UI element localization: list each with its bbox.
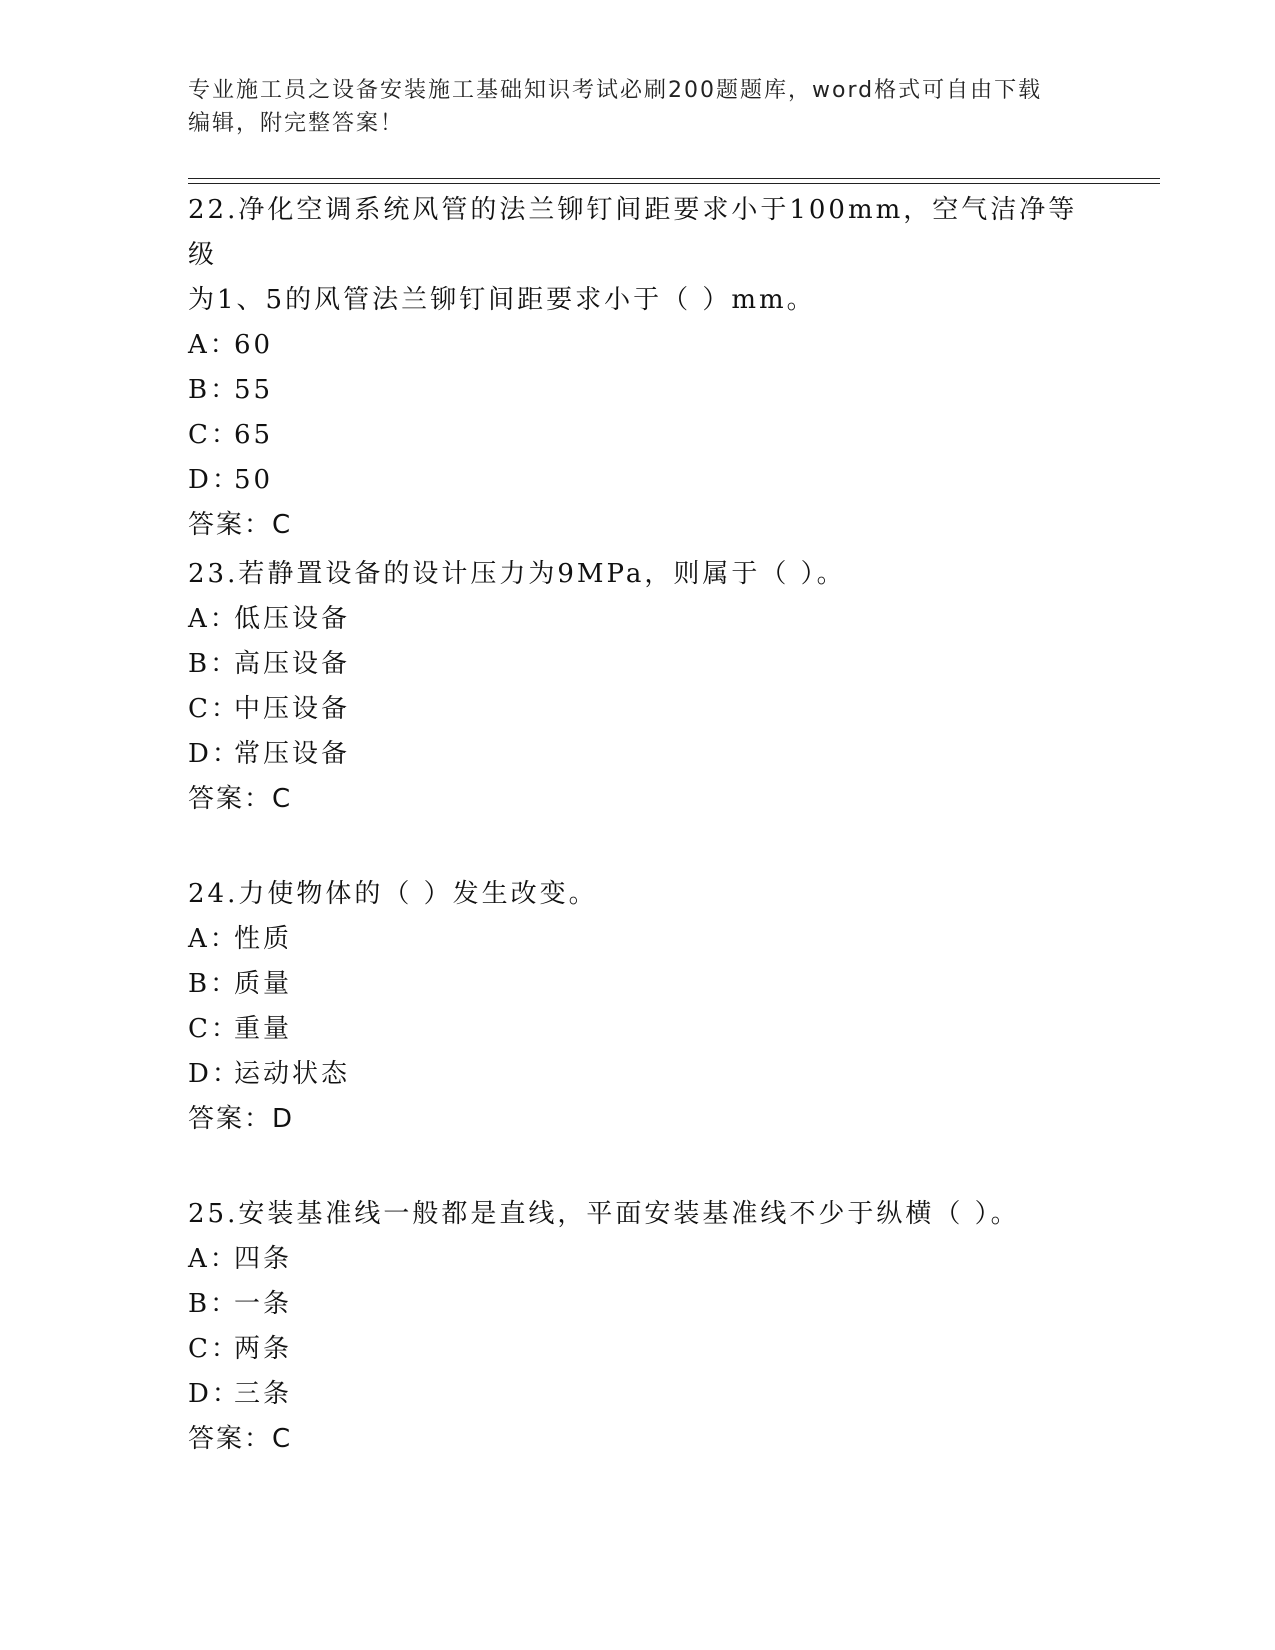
- option-text: 两条: [234, 1334, 293, 1364]
- option-text: 高压设备: [234, 649, 351, 679]
- option-text: 低压设备: [234, 604, 351, 634]
- question-23: [188, 552, 1088, 822]
- option-key: C：: [188, 694, 240, 724]
- option-key: B：: [188, 375, 240, 405]
- option-d: [188, 1372, 1088, 1417]
- option-b: [188, 368, 1088, 413]
- option-text: 中压设备: [234, 694, 351, 724]
- option-key: D：: [188, 739, 241, 769]
- question-stem-continued: 为1、5的风管法兰铆钉间距要求小于（ ）mm。: [188, 285, 816, 315]
- option-c: [188, 1007, 1088, 1052]
- answer: 答案：D: [188, 1104, 295, 1134]
- answer: 答案：C: [188, 784, 293, 814]
- option-key: C：: [188, 420, 240, 450]
- option-key: D：: [188, 1059, 241, 1089]
- option-key: B：: [188, 649, 240, 679]
- option-key: A：: [188, 330, 239, 360]
- question-22: [188, 188, 1088, 548]
- question-24: [188, 872, 1088, 1142]
- option-text: 三条: [234, 1379, 293, 1409]
- option-key: B：: [188, 969, 240, 999]
- option-key: A：: [188, 1244, 239, 1274]
- option-b: [188, 962, 1088, 1007]
- option-text: 性质: [234, 924, 293, 954]
- option-text: 55: [234, 375, 274, 405]
- option-key: A：: [188, 924, 239, 954]
- option-text: 65: [234, 420, 274, 450]
- question-25: [188, 1192, 1088, 1462]
- option-key: A：: [188, 604, 239, 634]
- option-c: [188, 687, 1088, 732]
- option-text: 重量: [234, 1014, 293, 1044]
- question-stem: 23.若静置设备的设计压力为9MPa，则属于（ ）。: [188, 559, 846, 589]
- option-text: 60: [234, 330, 274, 360]
- option-key: D：: [188, 1379, 241, 1409]
- option-a: [188, 1237, 1088, 1282]
- option-text: 四条: [234, 1244, 293, 1274]
- question-stem: 24.力使物体的（ ）发生改变。: [188, 879, 598, 909]
- option-text: 50: [234, 465, 274, 495]
- option-text: 质量: [234, 969, 293, 999]
- question-stem: 25.安装基准线一般都是直线，平面安装基准线不少于纵横（ ）。: [188, 1199, 1020, 1229]
- answer: 答案：C: [188, 1424, 293, 1454]
- option-a: [188, 323, 1088, 368]
- option-text: 一条: [234, 1289, 293, 1319]
- option-text: 运动状态: [234, 1059, 351, 1089]
- option-key: C：: [188, 1014, 240, 1044]
- option-d: [188, 458, 1088, 503]
- option-a: [188, 917, 1088, 962]
- option-c: [188, 1327, 1088, 1372]
- option-text: 常压设备: [234, 739, 351, 769]
- option-key: C：: [188, 1334, 240, 1364]
- option-b: [188, 642, 1088, 687]
- option-b: [188, 1282, 1088, 1327]
- option-a: [188, 597, 1088, 642]
- question-stem: 22.净化空调系统风管的法兰铆钉间距要求小于100mm，空气洁净等级: [188, 195, 1078, 270]
- answer: 答案：C: [188, 510, 293, 540]
- header-line-1: 专业施工员之设备安装施工基础知识考试必刷200题题库，word格式可自由下载: [188, 78, 1043, 103]
- header-line-2: 编辑，附完整答案！: [188, 111, 405, 136]
- option-c: [188, 413, 1088, 458]
- document-header: [188, 74, 1078, 140]
- option-d: [188, 732, 1088, 777]
- header-divider: [188, 178, 1160, 184]
- option-key: B：: [188, 1289, 240, 1319]
- option-key: D：: [188, 465, 241, 495]
- option-d: [188, 1052, 1088, 1097]
